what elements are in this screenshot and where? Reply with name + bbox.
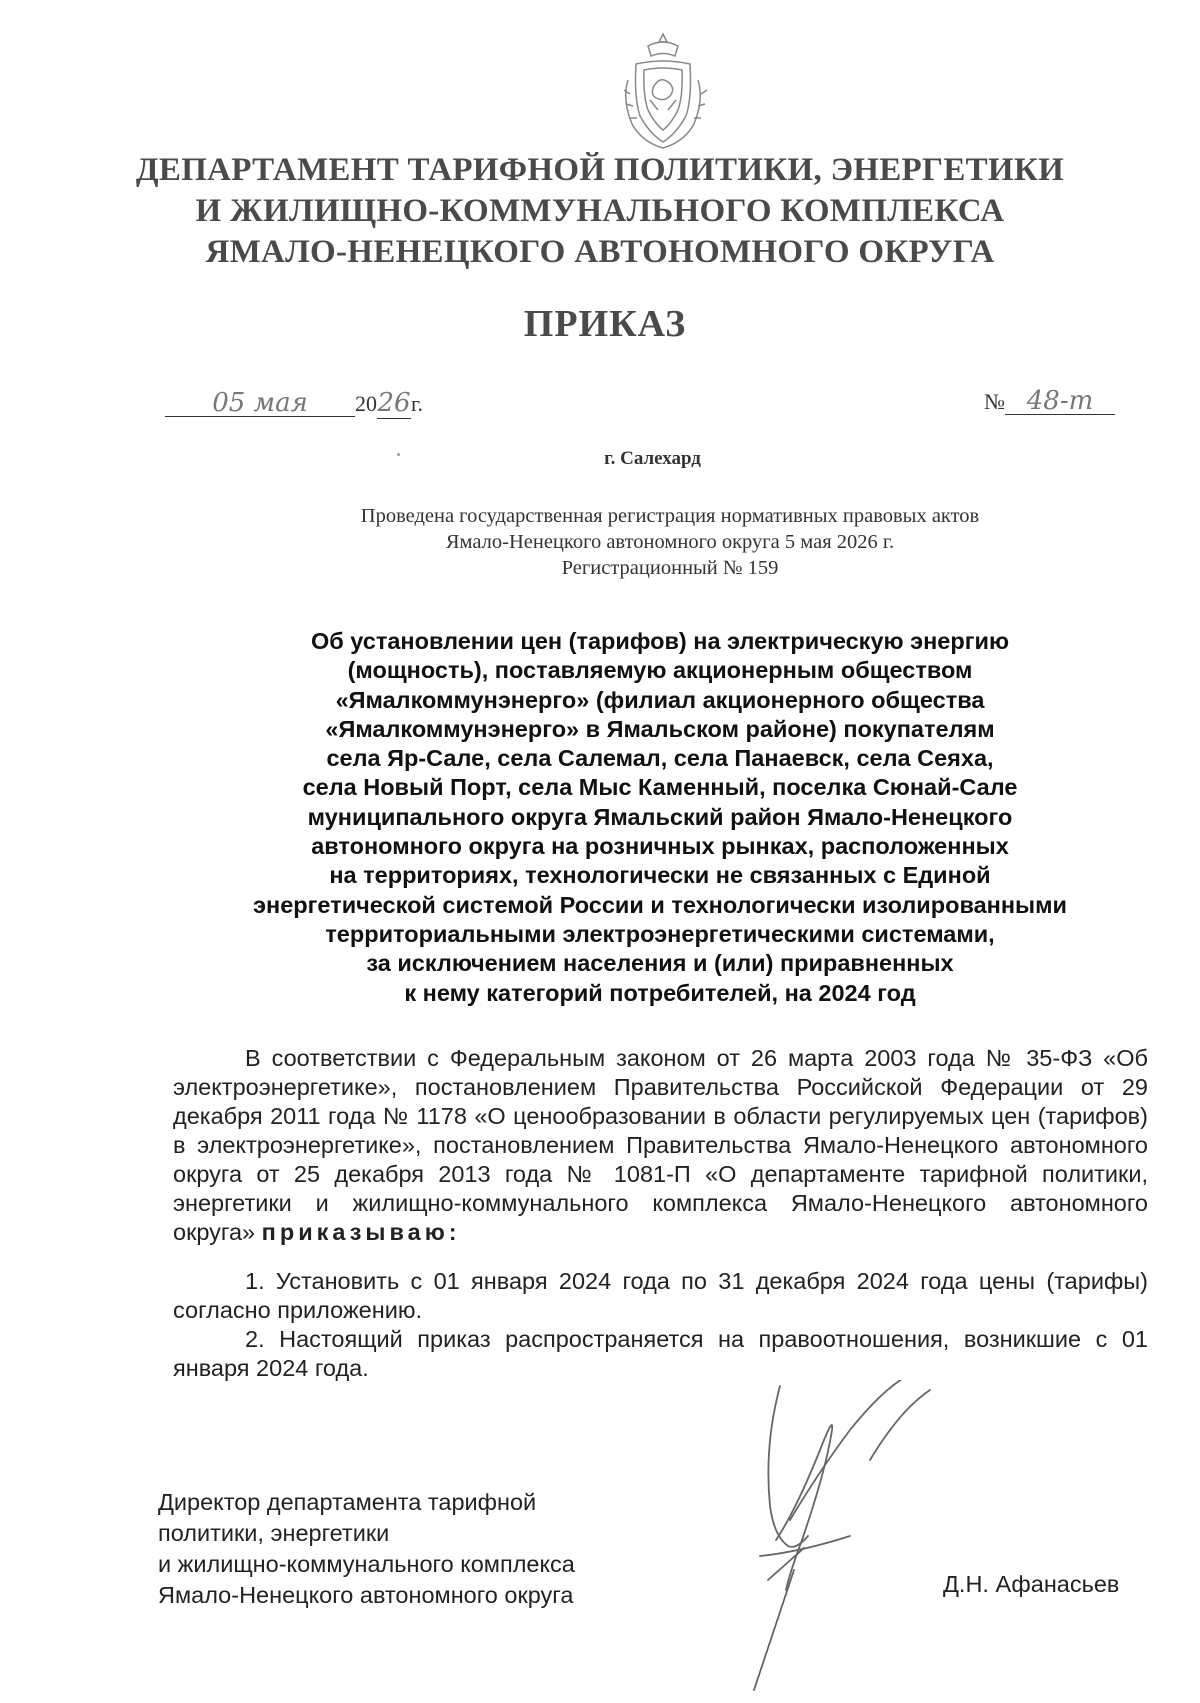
title-line: территориальными электроэнергетическими системами, [325, 920, 995, 947]
title-line: на территориях, технологически не связанных с Единой [329, 862, 991, 889]
document-type-heading: ПРИКАЗ [523, 303, 687, 345]
number-label: № [984, 389, 1005, 414]
preamble-paragraph [173, 1044, 1148, 1247]
registration-line-1: Проведена государственная регистрация нормативных правовых актов [360, 505, 980, 527]
preamble-text: В соответствии с Федеральным законом от 26 марта 2003 года № 35-ФЗ «Об электроэнергетике», постановлением Правительства Российской Федерации от 29 декабря 2011 года № 1178 «О ценообразовании в области регулируемых цен (тарифов) в электроэнергетике», постановлением Правительства Ямало-Ненецкого автономного округа от 25 декабря 2013 года № 1081-П «О департаменте тарифной политики, энергетики и жилищно-коммунального комплекса Ямало-Ненецкого автономного округа» [173, 1045, 1148, 1245]
registration-note [0, 503, 1200, 581]
order-number [984, 388, 1115, 415]
year-prefix: 20 [355, 391, 377, 416]
order-item-2: 2. Настоящий приказ распространяется на правоотношения, возникшие с 01 января 2024 года. [173, 1326, 1148, 1381]
order-keyword: приказываю: [261, 1219, 461, 1245]
title-line: села Новый Порт, села Мыс Каменный, поселка Сюнай-Сале [302, 774, 1018, 801]
department-line-3: ЯМАЛО-НЕНЕЦКОГО АВТОНОМНОГО ОКРУГА [205, 234, 995, 270]
department-line-1: ДЕПАРТАМЕНТ ТАРИФНОЙ ПОЛИТИКИ, ЭНЕРГЕТИКИ [135, 152, 1065, 188]
order-title [0, 627, 1200, 1008]
signatory-title [158, 1487, 575, 1611]
city-name: г. Салехард [604, 448, 701, 469]
title-line: энергетической системой России и технологически изолированными [253, 891, 1067, 918]
order-body [173, 1044, 1148, 1383]
handwritten-year: 26 [377, 388, 411, 418]
department-line-2: И ЖИЛИЩНО-КОММУНАЛЬНОГО КОМПЛЕКСА [195, 193, 1005, 229]
handwritten-date: 05 мая [165, 390, 355, 417]
title-line: (мощность), поставляемую акционерным обществом [347, 657, 973, 684]
handwritten-number: 48-т [1005, 388, 1115, 415]
title-line: к нему категорий потребителей, на 2024 год [404, 979, 916, 1006]
coat-of-arms-emblem [618, 30, 708, 152]
signatory-name: Д.Н. Афанасьев [943, 1571, 1120, 1597]
title-line: муниципального округа Ямальский район Ямало-Ненецкого [307, 803, 1013, 830]
title-line: «Ямалкоммунэнерго» в Ямальском районе) покупателям [325, 715, 995, 742]
department-name [0, 150, 1200, 273]
signatory-title-line: и жилищно-коммунального комплекса [158, 1551, 575, 1577]
title-line: села Яр-Сале, села Салемал, села Панаевск, села Сеяха, [326, 745, 994, 772]
signatory-title-line: Директор департамента тарифной [158, 1489, 537, 1515]
order-item-1: 1. Установить с 01 января 2024 года по 31 декабря 2024 года цены (тарифы) согласно приложению. [173, 1268, 1148, 1323]
title-line: автономного округа на розничных рынках, расположенных [311, 833, 1009, 860]
registration-line-3: Регистрационный № 159 [561, 557, 779, 579]
registration-line-2: Ямало-Ненецкого автономного округа 5 мая 2026 г. [445, 531, 895, 553]
title-line: «Ямалкоммунэнерго» (филиал акционерного общества [335, 686, 985, 713]
signatory-title-line: Ямало-Ненецкого автономного округа [158, 1582, 574, 1608]
signatory-title-line: политики, энергетики [158, 1520, 390, 1546]
year-suffix: г. [411, 391, 424, 416]
handwritten-signature [720, 1380, 1020, 1700]
title-line: Об установлении цен (тарифов) на электрическую энергию [310, 628, 1010, 654]
order-date [165, 388, 423, 419]
title-line: за исключением населения и (или) приравненных [366, 950, 954, 977]
